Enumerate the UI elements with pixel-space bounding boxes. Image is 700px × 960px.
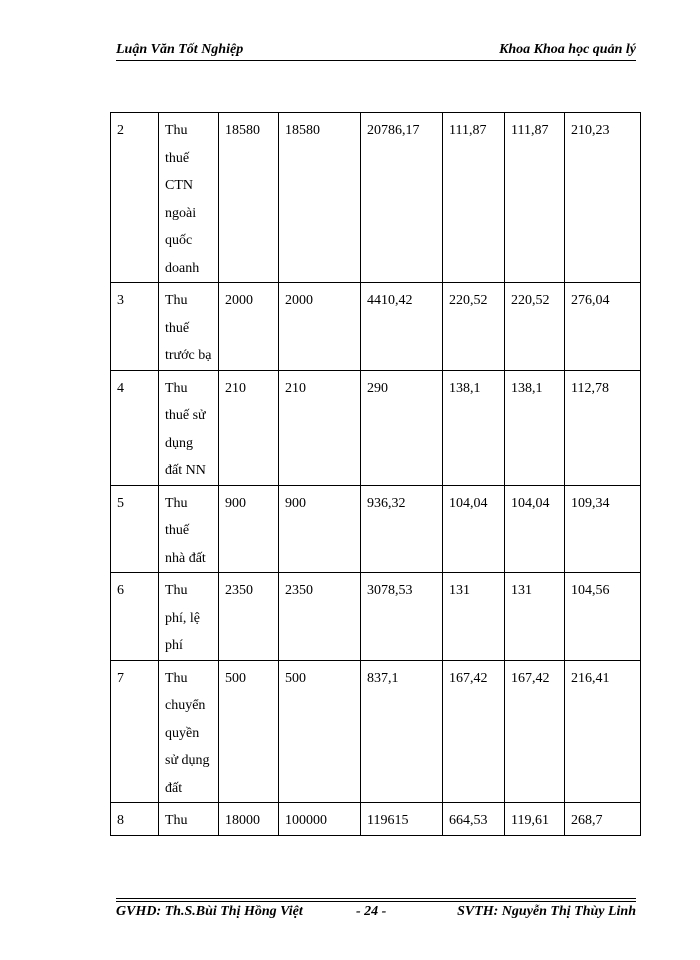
table-cell: 167,42 — [443, 660, 505, 803]
table-cell: 216,41 — [565, 660, 641, 803]
table-row — [111, 573, 641, 661]
table-cell: 210 — [219, 370, 279, 485]
table-cell: Thu thuế trước bạ — [159, 283, 219, 371]
table-cell: 2350 — [279, 573, 361, 661]
table-cell: 104,04 — [443, 485, 505, 573]
header-faculty: Khoa Khoa học quản lý — [499, 42, 636, 57]
table-cell: 4 — [111, 370, 159, 485]
table-cell: 664,53 — [443, 803, 505, 836]
table-cell: 268,7 — [565, 803, 641, 836]
table-cell: 18580 — [219, 113, 279, 283]
footer-student: SVTH: Nguyễn Thị Thùy Linh — [457, 904, 636, 919]
table-cell: Thu — [159, 803, 219, 836]
table-cell: 2000 — [219, 283, 279, 371]
header-thesis-title: Luận Văn Tốt Nghiệp — [116, 42, 244, 57]
table-row — [111, 660, 641, 803]
table-cell: Thu thuế nhà đất — [159, 485, 219, 573]
table-cell: 119,61 — [505, 803, 565, 836]
page-footer — [116, 902, 636, 922]
table-cell: 167,42 — [505, 660, 565, 803]
table-cell: 4410,42 — [361, 283, 443, 371]
table-cell: 220,52 — [505, 283, 565, 371]
table-row — [111, 113, 641, 283]
table-cell: 111,87 — [443, 113, 505, 283]
table-cell: 20786,17 — [361, 113, 443, 283]
table-cell: 3 — [111, 283, 159, 371]
table-cell: 100000 — [279, 803, 361, 836]
table-row — [111, 485, 641, 573]
table-row — [111, 370, 641, 485]
table-cell: 131 — [443, 573, 505, 661]
table-cell: 276,04 — [565, 283, 641, 371]
table-cell: 18000 — [219, 803, 279, 836]
table-cell: 210 — [279, 370, 361, 485]
table-row — [111, 803, 641, 836]
footer-rule — [116, 898, 636, 899]
table-cell: 837,1 — [361, 660, 443, 803]
page-number: - 24 - — [356, 904, 387, 919]
page-header — [116, 40, 636, 60]
table-cell: 104,04 — [505, 485, 565, 573]
table-cell: 500 — [279, 660, 361, 803]
table-cell: 2000 — [279, 283, 361, 371]
table-cell: 104,56 — [565, 573, 641, 661]
table-cell: 119615 — [361, 803, 443, 836]
table-cell: 210,23 — [565, 113, 641, 283]
table-cell: 8 — [111, 803, 159, 836]
table-cell: Thu thuế sử dụng đất NN — [159, 370, 219, 485]
table-cell: 138,1 — [505, 370, 565, 485]
table-cell: 3078,53 — [361, 573, 443, 661]
table-cell: Thu chuyển quyền sử dụng đất — [159, 660, 219, 803]
table-cell: 18580 — [279, 113, 361, 283]
table-cell: 138,1 — [443, 370, 505, 485]
table-cell: Thu thuế CTN ngoài quốc doanh — [159, 113, 219, 283]
table-cell: 2350 — [219, 573, 279, 661]
table-cell: 6 — [111, 573, 159, 661]
table-cell: 220,52 — [443, 283, 505, 371]
table-cell: 7 — [111, 660, 159, 803]
table-cell: 2 — [111, 113, 159, 283]
header-rule — [116, 60, 636, 61]
table-cell: Thu phí, lệ phí — [159, 573, 219, 661]
revenue-table — [110, 112, 641, 836]
table-cell: 111,87 — [505, 113, 565, 283]
table-cell: 500 — [219, 660, 279, 803]
table-cell: 112,78 — [565, 370, 641, 485]
table-cell: 5 — [111, 485, 159, 573]
table-cell: 109,34 — [565, 485, 641, 573]
table-row — [111, 283, 641, 371]
table-cell: 936,32 — [361, 485, 443, 573]
footer-supervisor: GVHD: Th.S.Bùi Thị Hồng Việt — [116, 904, 303, 919]
table-cell: 290 — [361, 370, 443, 485]
table-cell: 900 — [279, 485, 361, 573]
table-cell: 900 — [219, 485, 279, 573]
table-cell: 131 — [505, 573, 565, 661]
